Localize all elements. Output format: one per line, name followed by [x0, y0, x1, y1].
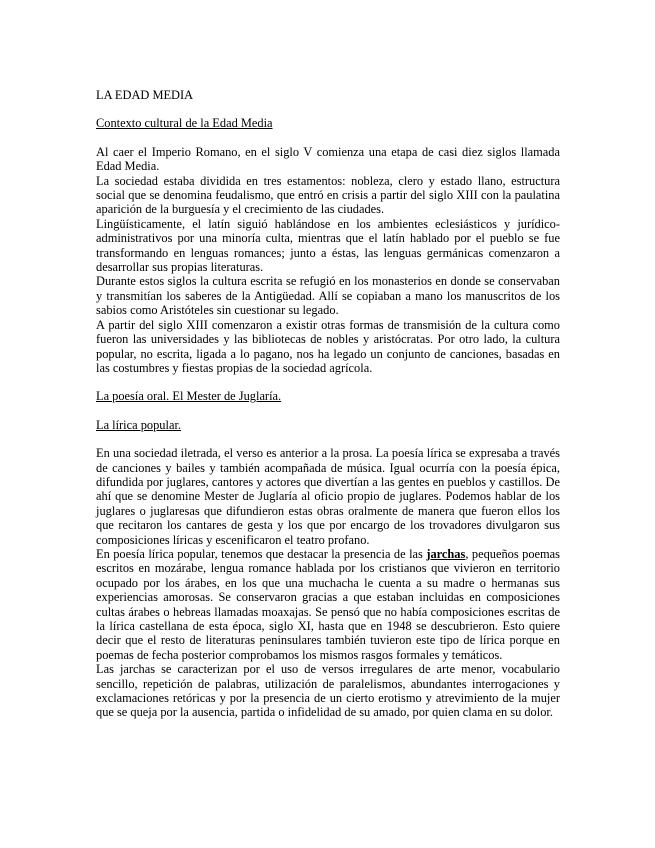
section-popular-lyric-body — [96, 446, 560, 720]
jarchas-term: jarchas — [426, 546, 466, 561]
paragraph-text: , pequeños poemas escritos en mozárabe, lengua romance hablada por los cristianos que vivieron en territorio ocupado por los árabes, en los que una muchacha le cuenta a su madre o hermanas sus experiencias amorosas. Se conservaron gracias a que estaban incluidas en composiciones cultas árabes o hebreas llamadas moaxajas. Se pensó que no había composiciones escritas de la lírica castellana de esta época, siglo XI, hasta que en 1948 se descubrieron. Esto quiere decir que el resto de literaturas peninsulares también tuvieron este tipo de lírica porque en poemas de fecha posterior comprobamos los mismos rasgos formales y temáticos. — [96, 546, 560, 662]
paragraph: La sociedad estaba dividida en tres estamentos: nobleza, clero y estado llano, estructura social que se denomina feudalismo, que entró en crisis a partir del siglo XIII con la paulatina aparición de la burguesía y el crecimiento de las ciudades. — [96, 173, 560, 217]
paragraph-jarchas — [96, 547, 560, 662]
section-heading-popular-lyric: La lírica popular. — [96, 417, 181, 432]
paragraph: Al caer el Imperio Romano, en el siglo V comienza una etapa de casi diez siglos llamada Edad Media. — [96, 144, 560, 174]
paragraph: A partir del siglo XIII comenzaron a existir otras formas de transmisión de la cultura como fueron las universidades y las bibliotecas de nobles y aristócratas. Por otro lado, la cultura popular, no escrita, ligada a lo pagano, nos ha legado un conjunto de canciones, basadas en las costumbres y fiestas propias de la sociedad agrícola. — [96, 317, 560, 375]
paragraph: Las jarchas se caracterizan por el uso de versos irregulares de arte menor, vocabulario sencillo, repetición de palabras, utilización de paralelismos, abundantes interrogaciones y exclamaciones retóricas y por la presencia de un cierto erotismo y atrevimiento de la mujer que se queja por la ausencia, partida o infidelidad de su amado, por quien clama en su dolor. — [96, 662, 560, 720]
paragraph: Lingüísticamente, el latín siguió hablándose en los ambientes eclesiásticos y jurídico-administrativos por una minoría culta, mientras que el latín hablado por el pueblo se fue transformando en lenguas romances; junto a éstas, las lenguas germánicas comenzaron a desarrollar sus propias literaturas. — [96, 216, 560, 275]
document-page — [96, 88, 560, 720]
paragraph-text: En poesía lírica popular, tenemos que destacar la presencia de las — [96, 546, 427, 561]
section-context-body — [96, 145, 560, 376]
paragraph: Durante estos siglos la cultura escrita se refugió en los monasterios en donde se conservaban y transmitían los saberes de la Antigüedad. Allí se copiaban a mano los manuscritos de los sabios como Aristóteles sin cuestionar su legado. — [96, 274, 560, 318]
section-heading-context: Contexto cultural de la Edad Media — [96, 116, 273, 131]
paragraph: En una sociedad iletrada, el verso es anterior a la prosa. La poesía lírica se expresaba a través de canciones y bailes y también acompañada de música. Igual ocurría con la poesía épica, difundida por juglares, cantores y actores que divertían a las gentes en pueblos y castillos. De ahí que se denomine Mester de Juglaría al oficio propio de juglares. Podemos hablar de los juglares o juglaresas que difundieron estas obras oralmente de manera que fueron ellos los que recitaron los cantares de gesta y los que por encargo de los trovadores divulgaron sus composiciones líricas y escenificaron el teatro profano. — [96, 446, 560, 547]
document-title: LA EDAD MEDIA — [96, 88, 194, 102]
section-heading-oral-poetry: La poesía oral. El Mester de Juglaría. — [96, 389, 282, 404]
